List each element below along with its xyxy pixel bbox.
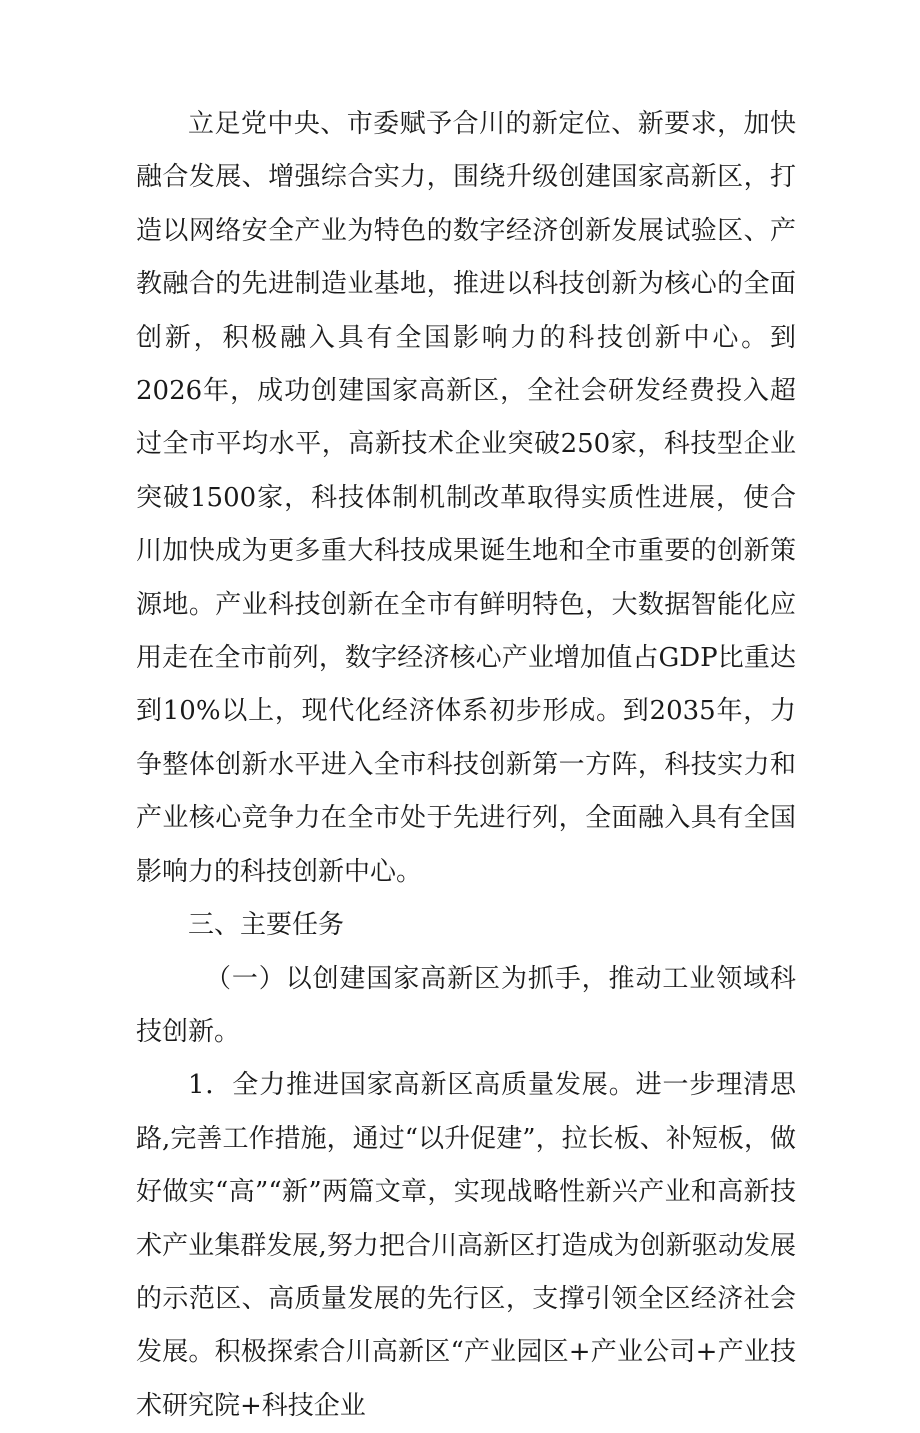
section-heading-main-tasks: 三、主要任务	[188, 910, 345, 941]
document-body	[136, 98, 796, 1433]
subsection-heading-1: （一）以创建国家高新区为抓手，推动工业领域科技创新。	[136, 963, 796, 1047]
paragraph-item-1: 1．全力推进国家高新区高质量发展。进一步理清思路,完善工作措施，通过“以升促建”，拉长板、补短板，做好做实“高”“新”两篇文章，实现战略性新兴产业和高新技术产业集群发展,努力把合川高新区打造成为创新驱动发展的示范区、高质量发展的先行区，支撑引领全区经济社会发展。积极探索合川高新区“产业园区+产业公司+产业技术研究院+科技企业	[136, 1070, 796, 1421]
paragraph-goals: 立足党中央、市委赋予合川的新定位、新要求，加快融合发展、增强综合实力，围绕升级创建国家高新区，打造以网络安全产业为特色的数字经济创新发展试验区、产教融合的先进制造业基地，推进以科技创新为核心的全面创新，积极融入具有全国影响力的科技创新中心。到2026年，成功创建国家高新区，全社会研发经费投入超过全市平均水平，高新技术企业突破250家，科技型企业突破1500家，科技体制机制改革取得实质性进展，使合川加快成为更多重大科技成果诞生地和全市重要的创新策源地。产业科技创新在全市有鲜明特色，大数据智能化应用走在全市前列，数字经济核心产业增加值占GDP比重达到10%以上，现代化经济体系初步形成。到2035年，力争整体创新水平进入全市科技创新第一方阵，科技实力和产业核心竞争力在全市处于先进行列，全面融入具有全国影响力的科技创新中心。	[136, 109, 796, 887]
